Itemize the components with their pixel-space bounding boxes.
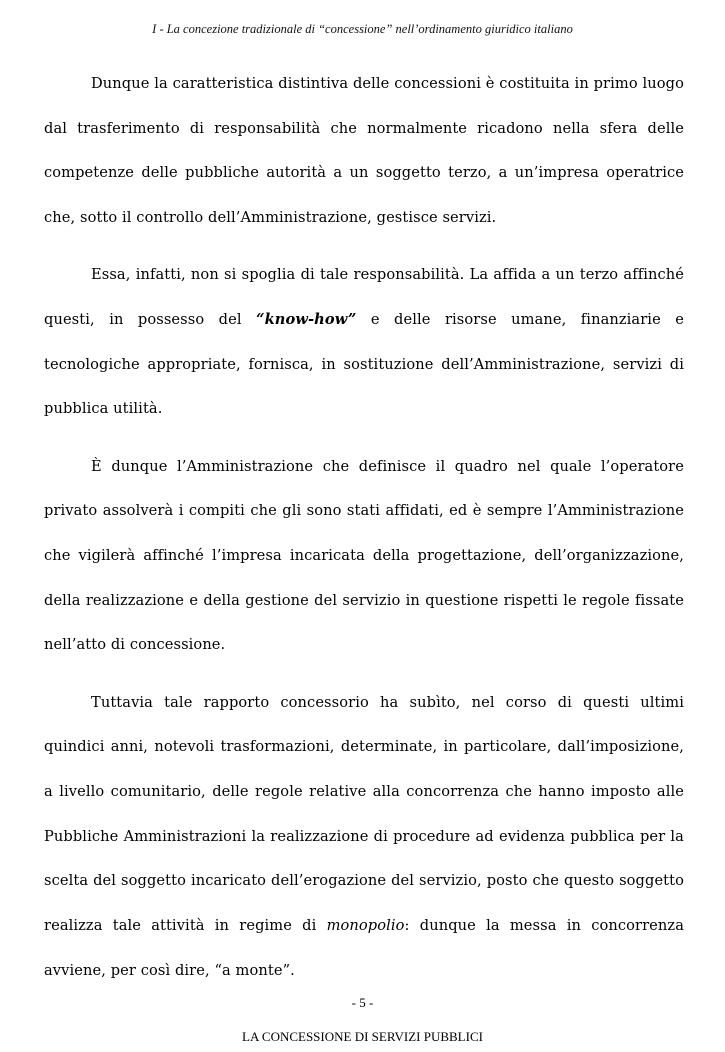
paragraph-4-text-a: Tuttavia tale rapporto concessorio ha subìto, nel corso di questi ultimi quindici anni, notevoli trasformazioni, determinate, in particolare, dall’imposizione, a livello comunitario, delle regole relative alla concorrenza che hanno imposto alle Pubbliche Amministrazioni la realizzazione di procedure ad evidenza pubblica per la scelta del soggetto incaricato dell’erogazione del servizio, posto che questo soggetto realizza tale attività in regime di <box>44 693 684 935</box>
paragraph-4-emphasis: monopolio <box>326 917 405 935</box>
paragraph-2-emphasis: “know-how” <box>256 311 357 329</box>
paragraph-2-text-a: Essa, infatti, non si spoglia di tale responsabilità. La affida a un terzo affinché questi, in possesso del <box>44 266 684 329</box>
paragraph-1: Dunque la caratteristica distintiva delle concessioni è costituita in primo luogo dal trasferimento di responsabilità che normalmente ricadono nella sfera delle competenze delle pubbliche autorità a un soggetto terzo, a un’impresa operatrice che, sotto il controllo dell’Amministrazione, gestisce servizi. <box>44 75 684 227</box>
running-footer: LA CONCESSIONE DI SERVIZI PUBBLICI <box>242 1029 483 1044</box>
page-number: - 5 - <box>351 995 374 1010</box>
paragraph-4-text-b: : dunque la messa in concorrenza avviene, per così dire, “a monte”. <box>44 917 684 979</box>
body-text <box>44 62 684 994</box>
paragraph-2 <box>44 253 684 432</box>
paragraph-2-text-b: e delle risorse umane, finanziarie e tecnologiche appropriate, fornisca, in sostituzione dell’Amministrazione, servizi di pubblica utilità. <box>44 311 685 418</box>
paragraph-3: È dunque l’Amministrazione che definisce il quadro nel quale l’operatore privato assolverà i compiti che gli sono stati affidati, ed è sempre l’Amministrazione che vigilerà affinché l’impresa incaricata della progettazione, dell’organizzazione, della realizzazione e della gestione del servizio in questione rispetti le regole fissate nell’atto di concessione. <box>44 457 684 654</box>
running-header: I - La concezione tradizionale di “concessione” nell’ordinamento giuridico italiano <box>152 22 573 36</box>
paragraph-4 <box>44 681 684 994</box>
